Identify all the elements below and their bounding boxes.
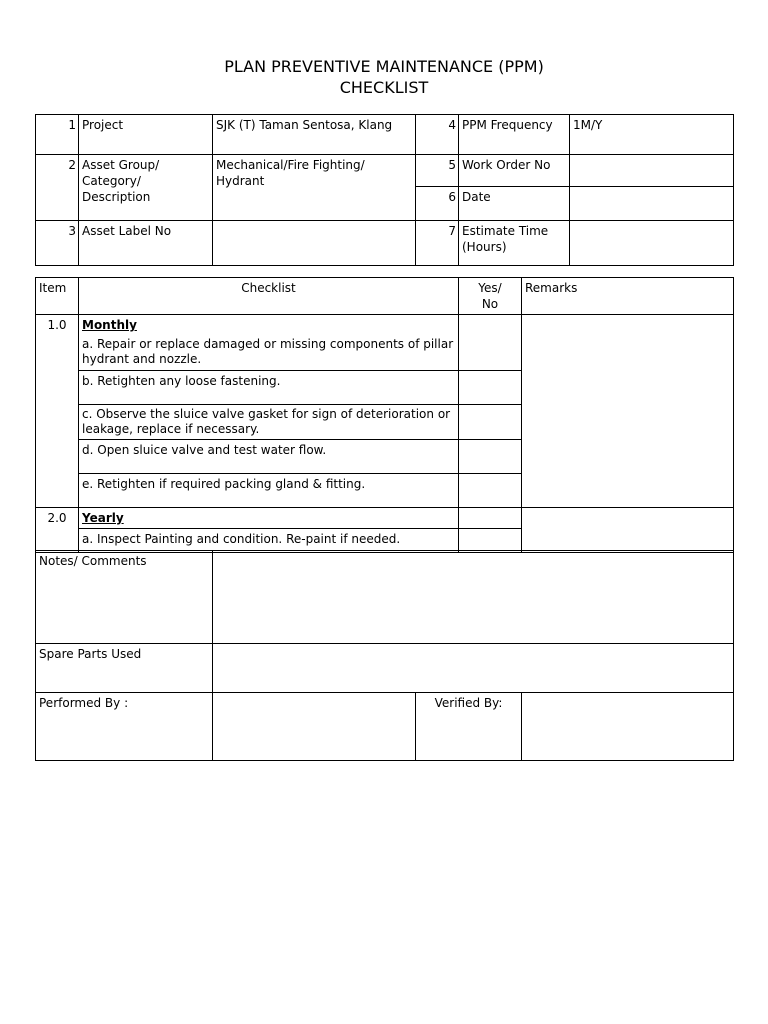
info-value-ppm-frequency[interactable]: 1M/Y <box>570 115 734 155</box>
info-value-asset-group[interactable] <box>213 155 416 221</box>
signature-row <box>36 693 734 761</box>
info-row-project <box>36 115 734 155</box>
header-yes-no <box>459 278 522 315</box>
notes-field[interactable] <box>213 551 734 644</box>
yes-no-cell[interactable] <box>459 371 522 405</box>
performed-by-label: Performed By : <box>36 693 213 761</box>
performed-by-field[interactable] <box>213 693 416 761</box>
checklist-table <box>35 277 734 553</box>
section-title-cell <box>79 315 459 337</box>
header-remarks: Remarks <box>522 278 734 315</box>
info-value-work-order[interactable] <box>570 155 734 187</box>
checklist-item: b. Retighten any loose fastening. <box>79 371 459 405</box>
info-value-asset-label[interactable] <box>213 221 416 266</box>
info-table <box>35 114 734 266</box>
page-title: PLAN PREVENTIVE MAINTENANCE (PPM) <box>224 57 544 76</box>
info-label-estimate-time-text: Estimate Time (Hours) <box>462 224 549 254</box>
yes-no-cell[interactable] <box>459 440 522 474</box>
info-num: 4 <box>416 115 459 155</box>
spare-parts-row <box>36 644 734 693</box>
checklist-item: a. Repair or replace damaged or missing components of pillar hydrant and nozzle. <box>79 337 459 371</box>
yes-no-cell[interactable] <box>459 474 522 508</box>
footer-table <box>35 550 734 761</box>
checklist-item: a. Inspect Painting and condition. Re-paint if needed. <box>79 529 459 553</box>
remarks-cell[interactable] <box>522 508 734 553</box>
notes-label: Notes/ Comments <box>36 551 213 644</box>
verified-by-label: Verified By: <box>416 693 522 761</box>
info-num: 3 <box>36 221 79 266</box>
spare-parts-label: Spare Parts Used <box>36 644 213 693</box>
section-row-monthly <box>36 315 734 337</box>
header-yes-no-text: Yes/ No <box>478 281 502 311</box>
info-value-project[interactable]: SJK (T) Taman Sentosa, Klang <box>213 115 416 155</box>
info-label-estimate-time <box>459 221 570 266</box>
notes-row <box>36 551 734 644</box>
info-label-asset-label: Asset Label No <box>79 221 213 266</box>
section-row-yearly <box>36 508 734 529</box>
section-title: Yearly <box>82 511 124 525</box>
info-value-estimate-time[interactable] <box>570 221 734 266</box>
info-label-work-order: Work Order No <box>459 155 570 187</box>
info-num: 5 <box>416 155 459 187</box>
yes-no-cell[interactable] <box>459 315 522 371</box>
checklist-item: d. Open sluice valve and test water flow. <box>79 440 459 474</box>
header-item: Item <box>36 278 79 315</box>
info-label-date: Date <box>459 187 570 221</box>
info-num: 7 <box>416 221 459 266</box>
yes-no-cell[interactable] <box>459 405 522 440</box>
info-label-asset-group-text: Asset Group/ Category/ Description <box>82 158 160 204</box>
section-title-cell <box>79 508 459 529</box>
info-num: 6 <box>416 187 459 221</box>
section-number: 1.0 <box>36 315 79 508</box>
info-row-asset-label <box>36 221 734 266</box>
info-label-ppm-frequency: PPM Frequency <box>459 115 570 155</box>
info-row-asset-group <box>36 155 734 187</box>
yes-no-cell[interactable] <box>459 529 522 553</box>
header-checklist: Checklist <box>79 278 459 315</box>
remarks-cell[interactable] <box>522 315 734 508</box>
checklist-item: e. Retighten if required packing gland & fitting. <box>79 474 459 508</box>
info-label-asset-group <box>79 155 213 221</box>
section-number: 2.0 <box>36 508 79 553</box>
section-title: Monthly <box>82 318 137 332</box>
info-num: 1 <box>36 115 79 155</box>
verified-by-field[interactable] <box>522 693 734 761</box>
info-label-project: Project <box>79 115 213 155</box>
info-value-date[interactable] <box>570 187 734 221</box>
info-num: 2 <box>36 155 79 221</box>
spare-parts-field[interactable] <box>213 644 734 693</box>
page-subtitle: CHECKLIST <box>339 78 429 97</box>
info-value-asset-group-text: Mechanical/Fire Fighting/ Hydrant <box>216 158 365 188</box>
yes-no-cell[interactable] <box>459 508 522 529</box>
checklist-header-row <box>36 278 734 315</box>
checklist-item: c. Observe the sluice valve gasket for sign of deterioration or leakage, replace if necessary. <box>79 405 459 440</box>
